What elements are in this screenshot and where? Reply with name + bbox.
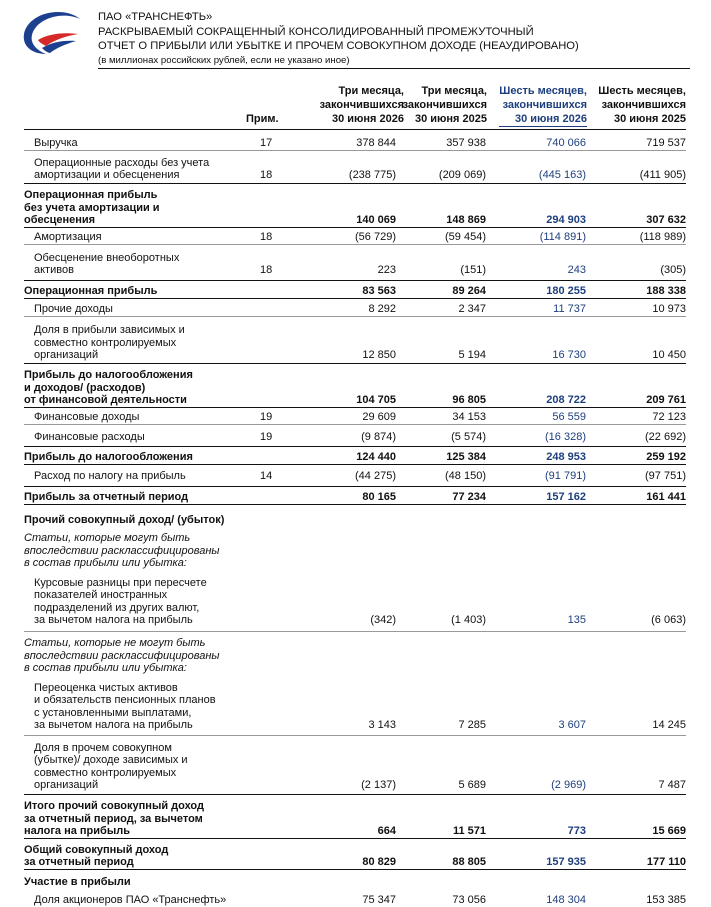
row-value-col1: (44 275) [355, 470, 396, 483]
row-value-col1: 80 165 [362, 491, 396, 504]
row-value-col4: 161 441 [646, 491, 686, 504]
row-value-col2: (151) [460, 264, 486, 277]
row-value-col2: 77 234 [452, 491, 486, 504]
table-row [24, 839, 686, 870]
row-value-col3: (16 328) [545, 431, 586, 444]
row-value-col3: 243 [567, 264, 586, 277]
table-row [24, 247, 686, 277]
row-label: Итого прочий совокупный доход за отчетный период, за вычетом налога на прибыль [24, 800, 204, 838]
row-value-col4: (22 692) [645, 431, 686, 444]
table-row [24, 319, 686, 362]
row-label: Прибыль до налогообложения и доходов/ (расходов) от финансовой деятельности [24, 369, 193, 407]
row-value-col3: 11 737 [553, 303, 586, 316]
row-value-col1: 104 705 [356, 394, 396, 407]
row-value-col3: 56 559 [552, 411, 586, 424]
row-value-col3: 773 [567, 825, 586, 838]
col-header-q2-2026: Три месяца, закончившихся 30 июня 2026 [319, 85, 404, 125]
row-value-col2: 88 805 [452, 856, 486, 869]
row-value-col3: 294 903 [546, 214, 586, 227]
row-label: Финансовые расходы [34, 431, 145, 444]
units-note: (в миллионах российских рублей, если не указано иное) [98, 54, 690, 70]
row-value-col4: (305) [660, 264, 686, 277]
row-value-col4: 10 450 [652, 349, 686, 362]
table-row [24, 280, 686, 299]
row-value-col1: 75 347 [362, 894, 396, 907]
col-header-h1-2026: Шесть месяцев, закончившихся 30 июня 2026 [499, 85, 587, 125]
row-note: 18 [260, 264, 273, 277]
report-title-line1: РАСКРЫВАЕМЫЙ СОКРАЩЕННЫЙ КОНСОЛИДИРОВАННЫЙ ПРОМЕЖУТОЧНЫЙ [98, 25, 534, 38]
row-value-col2: 7 285 [458, 719, 486, 732]
row-value-col4: 259 192 [646, 451, 686, 464]
row-note: 18 [260, 169, 273, 182]
row-label: Операционная прибыль [24, 285, 158, 298]
table-row [24, 363, 686, 408]
row-value-col4: 7 487 [658, 779, 686, 792]
row-note: 19 [260, 411, 273, 424]
row-value-col3: 157 935 [546, 856, 586, 869]
row-value-col1: (9 874) [361, 431, 396, 444]
table-row [24, 407, 686, 425]
col-header-h1-2025: Шесть месяцев, закончившихся 30 июня 2025 [598, 85, 686, 125]
row-value-col4: (97 751) [645, 470, 686, 483]
row-value-col4: (6 063) [651, 614, 686, 627]
row-value-col1: 124 440 [356, 451, 396, 464]
row-value-col1: 80 829 [362, 856, 396, 869]
col-header-q2-2025: Три месяца, закончившихся 30 июня 2025 [402, 85, 487, 125]
row-value-col2: (209 069) [438, 169, 486, 182]
row-value-col4: 10 973 [652, 303, 686, 316]
table-row [24, 735, 686, 792]
row-value-col1: (56 729) [355, 231, 396, 244]
row-value-col3: 157 162 [546, 491, 586, 504]
row-value-col3: 16 730 [552, 349, 586, 362]
table-row [24, 794, 686, 839]
row-value-col2: 5 194 [458, 349, 486, 362]
row-value-col4: (411 905) [639, 169, 686, 182]
row-value-col4: 177 110 [646, 856, 686, 869]
row-label: Переоценка чистых активов и обязательств пенсионных планов с установленными выплатами, за вычетом налога на прибыль [34, 681, 216, 732]
row-value-col1: 223 [377, 264, 396, 277]
table-row [24, 631, 686, 675]
row-value-col3: (114 891) [539, 231, 586, 244]
table-row [24, 676, 686, 732]
row-value-col2: (1 403) [451, 614, 486, 627]
table-row [24, 486, 686, 505]
row-label: Общий совокупный доход за отчетный период [24, 843, 169, 869]
row-value-col2: 73 056 [452, 894, 486, 907]
row-value-col4: 719 537 [646, 137, 686, 150]
row-value-col1: 8 292 [368, 303, 396, 316]
row-label: Доля в прочем совокупном (убытке)/ доходе зависимых и совместно контролируемых организаций [34, 741, 188, 792]
row-value-col2: 5 689 [458, 779, 486, 792]
row-label: Доля в прибыли зависимых и совместно контролируемых организаций [34, 324, 185, 362]
row-label: Прибыль до налогообложения [24, 451, 193, 464]
report-title-line2: ОТЧЕТ О ПРИБЫЛИ ИЛИ УБЫТКЕ И ПРОЧЕМ СОВОКУПНОМ ДОХОДЕ (НЕАУДИРОВАНО) [98, 40, 579, 52]
table-row [24, 427, 686, 444]
row-value-col1: (342) [370, 614, 396, 627]
company-name: ПАО «ТРАНСНЕФТЬ» [98, 11, 213, 23]
row-label: Расход по налогу на прибыль [34, 470, 186, 483]
row-value-col3: 740 066 [546, 137, 586, 150]
table-row [24, 446, 686, 465]
table-row [24, 152, 686, 182]
row-note: 18 [260, 231, 273, 244]
row-value-col4: (118 989) [639, 231, 686, 244]
row-value-col3: (445 163) [538, 169, 586, 182]
row-value-col1: (238 775) [348, 169, 396, 182]
row-label: Прочий совокупный доход/ (убыток) [24, 514, 225, 527]
table-row [24, 510, 686, 527]
row-value-col2: 2 347 [458, 303, 486, 316]
row-note: 17 [260, 137, 273, 150]
row-label: Обесценение внеоборотных активов [34, 251, 180, 277]
row-value-col1: (2 137) [361, 779, 396, 792]
row-value-col2: (5 574) [451, 431, 486, 444]
table-row [24, 572, 686, 627]
row-value-col2: 357 938 [446, 137, 486, 150]
row-value-col2: (59 454) [445, 231, 486, 244]
row-label: Выручка [34, 137, 78, 150]
row-value-col2: 125 384 [446, 451, 486, 464]
row-value-col1: 140 069 [356, 214, 396, 227]
row-value-col4: 72 123 [652, 411, 686, 424]
table-row [24, 873, 686, 889]
row-label: Участие в прибыли [24, 876, 131, 889]
table-row [24, 299, 686, 317]
row-label: Операционные расходы без учета амортизации и обесценения [34, 156, 210, 182]
row-value-col2: (48 150) [445, 470, 486, 483]
row-label: Статьи, которые не могут быть впоследствии расклассифицированы в состав прибыли или убытка: [24, 637, 220, 675]
row-value-col2: 148 869 [446, 214, 486, 227]
table-row [24, 529, 686, 570]
row-value-col4: 15 669 [652, 825, 686, 838]
row-value-col1: 12 850 [362, 349, 396, 362]
row-label: Финансовые доходы [34, 411, 140, 424]
row-value-col3: 180 255 [546, 285, 586, 298]
row-label: Амортизация [34, 231, 102, 244]
table-row [24, 227, 686, 245]
row-value-col4: 188 338 [646, 285, 686, 298]
row-value-col2: 34 153 [452, 411, 486, 424]
row-label: Курсовые разницы при пересчете показателей иностранных подразделений из других валют, за вычетом налога на прибыль [34, 576, 207, 627]
table-row [24, 465, 686, 483]
row-note: 14 [260, 470, 273, 483]
col-header-note: Прим. [246, 113, 279, 125]
row-value-col1: 664 [377, 825, 396, 838]
row-value-col3: 148 304 [546, 894, 586, 907]
row-value-col3: 3 607 [558, 719, 586, 732]
row-value-col1: 83 563 [362, 285, 396, 298]
row-value-col4: 307 632 [646, 214, 686, 227]
row-label: Статьи, которые могут быть впоследствии расклассифицированы в состав прибыли или убытка: [24, 532, 220, 570]
row-value-col3: (91 791) [545, 470, 586, 483]
row-note: 19 [260, 431, 273, 444]
row-label: Прочие доходы [34, 303, 113, 316]
row-value-col1: 29 609 [362, 411, 396, 424]
table-row [24, 134, 686, 151]
row-label: Операционная прибыль без учета амортизации и обесценения [24, 189, 160, 227]
row-value-col4: 153 385 [646, 894, 686, 907]
row-value-col4: 14 245 [652, 719, 686, 732]
row-value-col2: 96 805 [452, 394, 486, 407]
row-value-col2: 89 264 [452, 285, 486, 298]
table-row [24, 891, 686, 907]
row-value-col1: 3 143 [368, 719, 396, 732]
row-value-col3: 248 953 [546, 451, 586, 464]
row-value-col3: 135 [567, 614, 586, 627]
row-value-col2: 11 571 [452, 825, 486, 838]
table-row [24, 183, 686, 228]
row-value-col3: 208 722 [546, 394, 586, 407]
row-value-col1: 378 844 [356, 137, 396, 150]
row-label: Доля акционеров ПАО «Транснефть» [34, 894, 227, 907]
row-label: Прибыль за отчетный период [24, 491, 189, 504]
row-value-col4: 209 761 [646, 394, 686, 407]
row-value-col3: (2 969) [551, 779, 586, 792]
